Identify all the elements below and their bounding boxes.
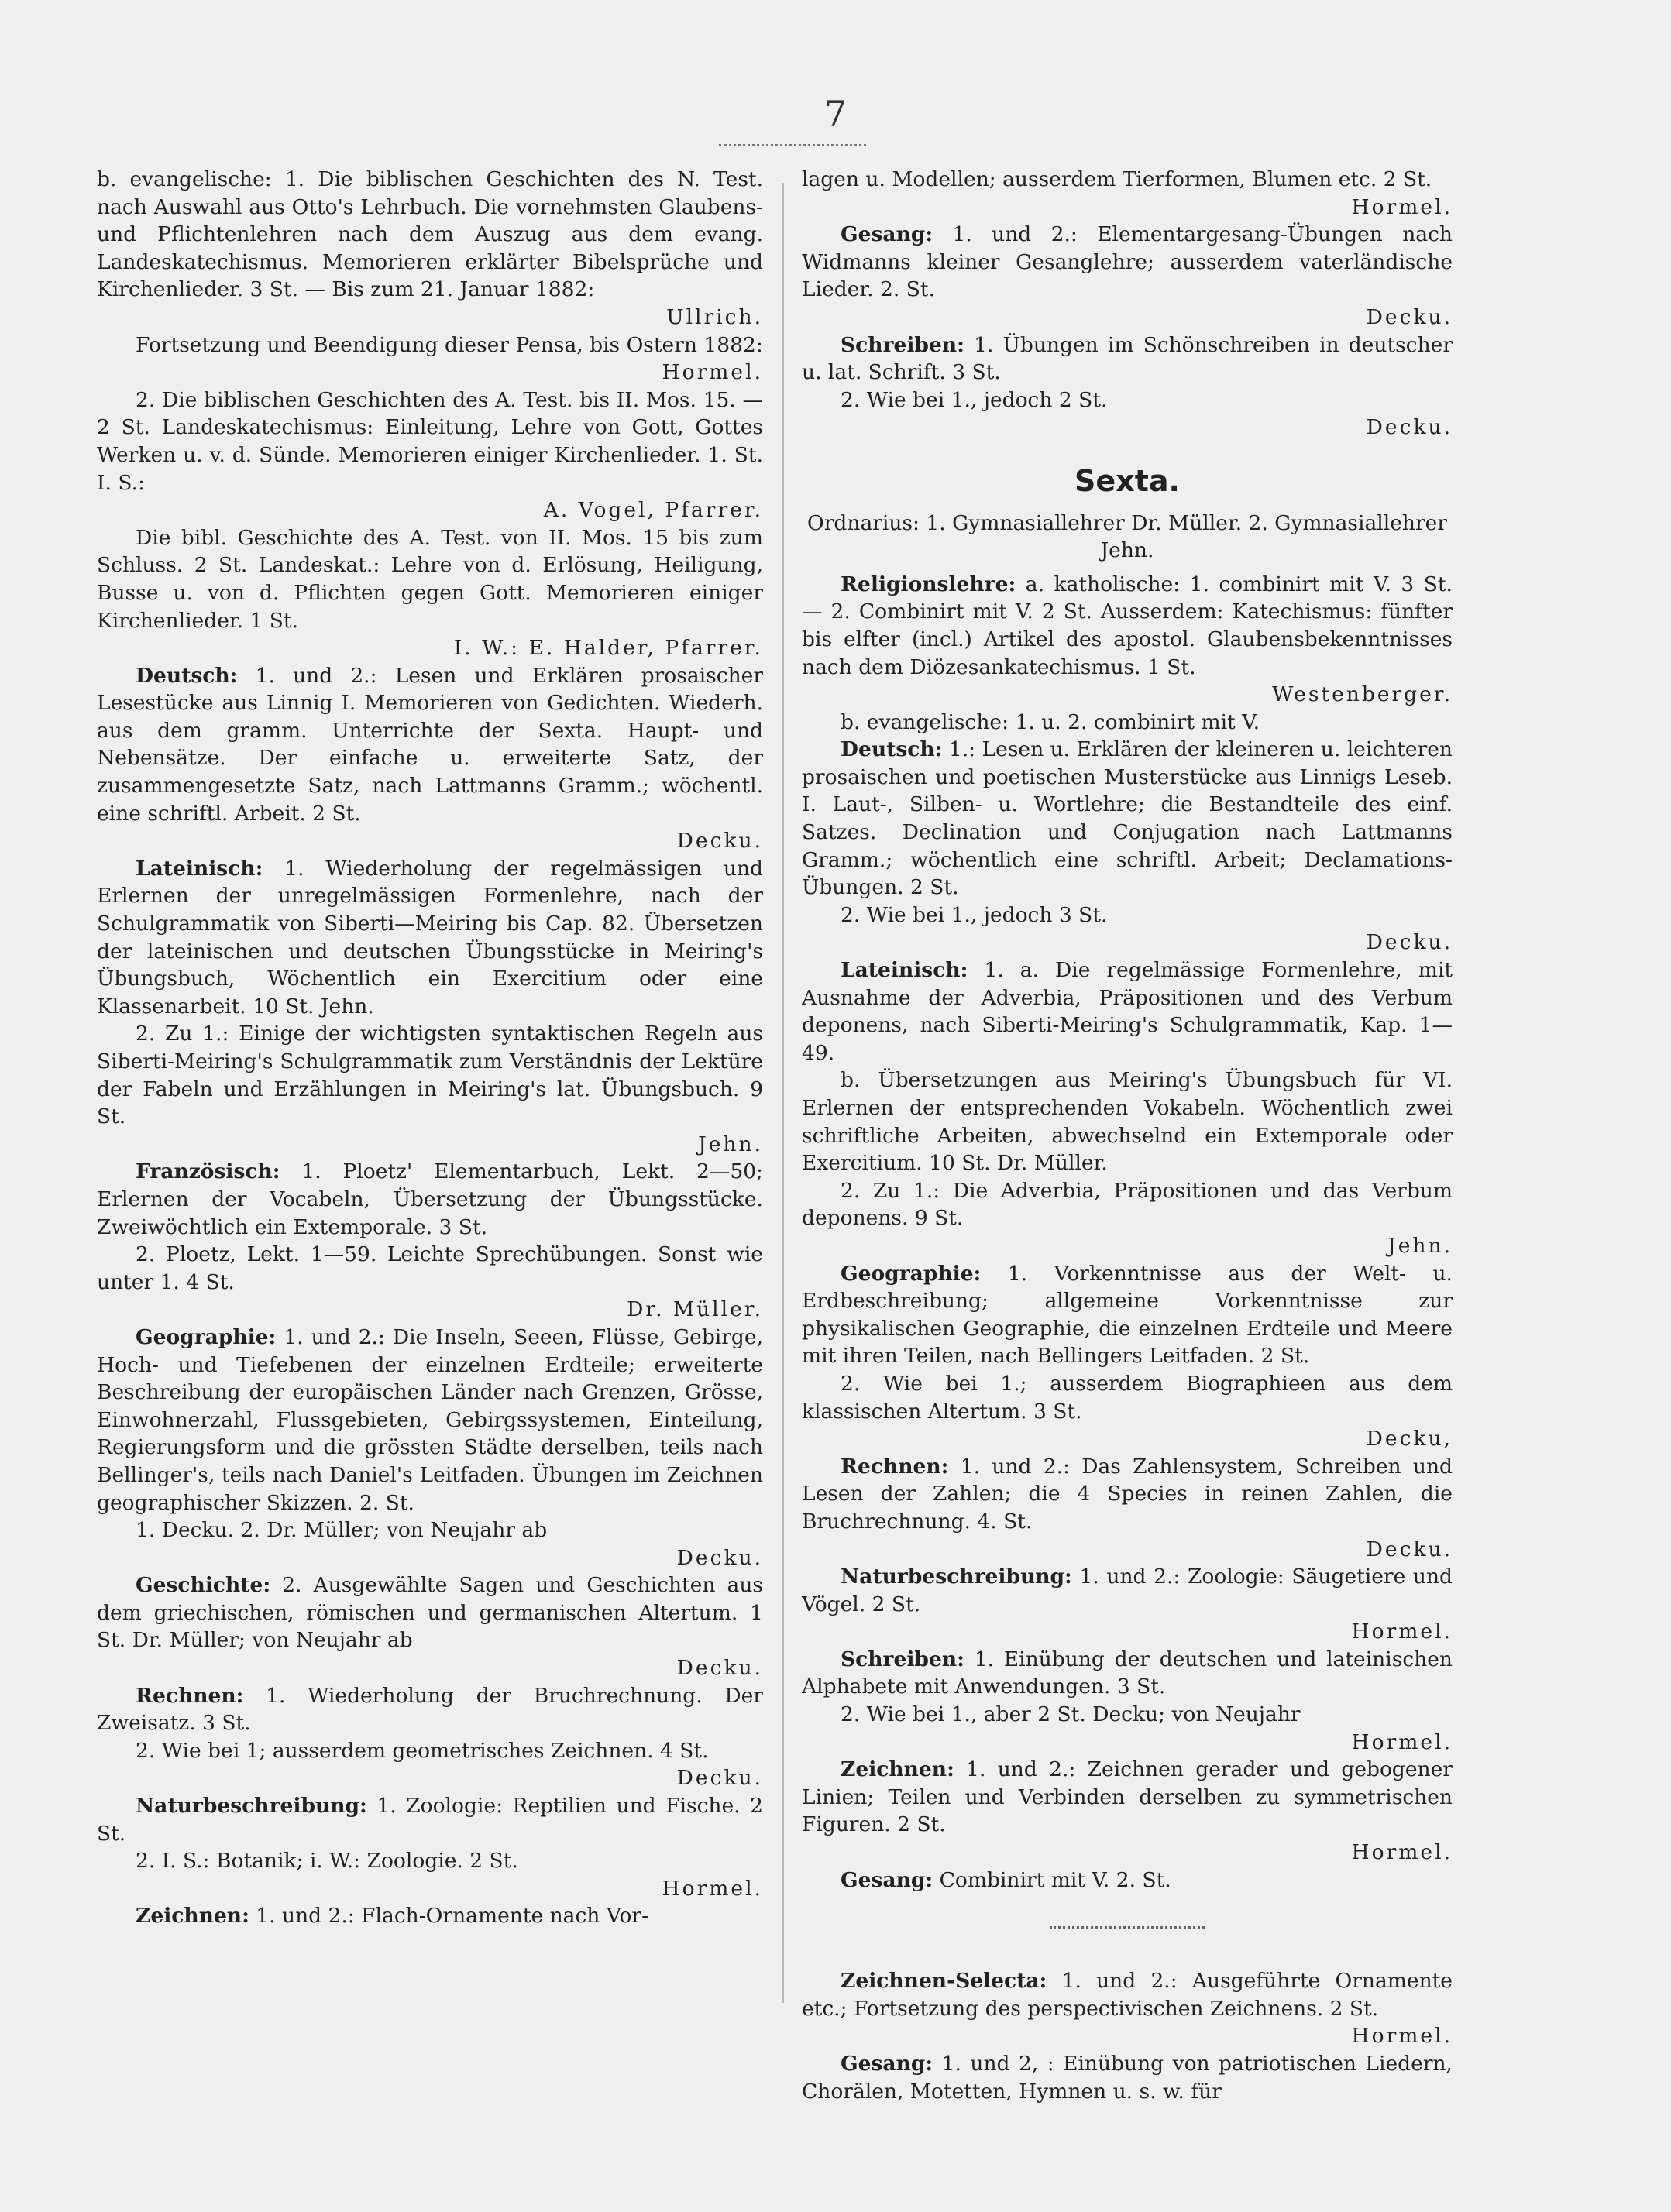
subject-heading: Schreiben: xyxy=(841,1647,964,1671)
signature: Decku. xyxy=(676,829,763,854)
right-column xyxy=(802,166,1453,2105)
subject-heading: Lateinisch: xyxy=(136,856,263,881)
text: 2. Ploetz, Lekt. 1—59. Leichte Sprechübungen. Sonst wie unter 1. 4 St. xyxy=(97,1242,763,1294)
paragraph xyxy=(802,1177,1453,1260)
paragraph xyxy=(97,1847,763,1902)
paragraph xyxy=(802,1701,1453,1756)
paragraph xyxy=(97,1241,763,1324)
signature: Dr. Müller. xyxy=(627,1297,763,1322)
text: 2. Wie bei 1., aber 2 St. Decku; von Neujahr xyxy=(841,1702,1301,1727)
signature: Decku. xyxy=(1366,415,1453,440)
text: Combinirt mit V. 2. St. xyxy=(939,1867,1171,1892)
text: 2. Wie bei 1., jedoch 3 St. xyxy=(841,902,1108,927)
text: 1. und 2.: Lesen und Erklären prosaischer Lesestücke aus Linnig I. Memorieren von Gedichten. Wiederh. aus dem gramm. Unterrichte der Sexta. Haupt- und Nebensätze. Der einfache u. erweiterte Satz, der zusammengesetzte Satz, nach Lattmanns Gramm.; wöchentl. eine schriftl. Arbeit. 2 St. xyxy=(97,663,763,826)
text: a. katholische: 1. combinirt mit V. 3 St. — 2. Combinirt mit V. 2 St. Ausserdem: Katechismus: fünfter bis elfter (incl.) Artikel des apostol. Glaubensbekenntnisses nach dem Diözesankatechismus. 1 St. xyxy=(802,572,1453,679)
subject-heading: Lateinisch: xyxy=(841,958,968,983)
subject-heading: Zeichnen: xyxy=(841,1757,954,1782)
signature: Decku. xyxy=(1366,1537,1453,1561)
signature: Ullrich. xyxy=(666,304,763,329)
text: 1. Zoologie: Reptilien und Fische. 2 St. xyxy=(97,1794,763,1846)
text: 1. Vorkenntnisse aus der Welt- u. Erdbeschreibung; allgemeine Vorkenntnisse zur physikalischen Geographie, die einzelnen Erdteile und Meere mit ihren Teilen, nach Bellingers Leitfaden. 2 St. xyxy=(802,1261,1453,1369)
paragraph xyxy=(802,386,1453,441)
text: 2. Ausgewählte Sagen und Geschichten aus dem griechischen, römischen und germanischen Altertum. 1 St. Dr. Müller; von Neujahr ab xyxy=(97,1573,763,1653)
signature: Hormel. xyxy=(1351,1840,1453,1865)
paragraph xyxy=(802,331,1453,386)
text: 1. und 2, : Einübung von patriotischen Liedern, Chorälen, Motetten, Hymnen u. s. w. für xyxy=(802,2052,1453,2104)
subject-heading: Deutsch: xyxy=(841,737,943,762)
subject-heading: Naturbeschreibung: xyxy=(841,1565,1072,1589)
subject-heading: Französisch: xyxy=(136,1159,280,1184)
page-number: 7 xyxy=(823,93,848,135)
subject-heading: Rechnen: xyxy=(841,1454,949,1479)
text: 1. Einübung der deutschen und lateinischen Alphabete mit Anwendungen. 3 St. xyxy=(802,1647,1453,1699)
subject-heading: Gesang: xyxy=(841,222,933,247)
text: 1. und 2.: Zoologie: Säugetiere und Vögel. 2 St. xyxy=(802,1565,1453,1616)
paragraph xyxy=(97,1020,763,1158)
signature: Decku. xyxy=(676,1545,763,1570)
paragraph xyxy=(802,1867,1453,1894)
subject-heading: Schreiben: xyxy=(841,332,964,357)
paragraph xyxy=(802,1453,1453,1563)
signature: Decku. xyxy=(1366,304,1453,329)
paragraph xyxy=(802,1066,1453,1176)
signature: Hormel. xyxy=(1351,194,1453,219)
text: 2. Wie bei 1.; ausserdem Biographieen aus dem klassischen Altertum. 3 St. xyxy=(802,1371,1453,1424)
text: 1. a. Die regelmässige Formenlehre, mit Ausnahme der Adverbia, Präpositionen und des Verbum deponens, nach Siberti-Meiring's Schulgrammatik, Kap. 1—49. xyxy=(802,958,1453,1065)
text: b. Übersetzungen aus Meiring's Übungsbuch für VI. Erlernen der entsprechenden Vokabeln. Wöchentlich zwei schriftliche Arbeiten, abwechselnd ein Extemporale oder Exercitium. 10 St. Dr. Müller. xyxy=(802,1068,1453,1176)
text: 2. Die biblischen Geschichten des A. Test. bis II. Mos. 15. — 2 St. Landeskatechismus: Einleitung, Lehre von Gott, Gottes Werken u. v. d. Sünde. Memorieren einiger Kirchenlieder. 1. St. I. S.: xyxy=(97,387,763,495)
text: Fortsetzung und Beendigung dieser Pensa, bis Ostern 1882: xyxy=(136,332,763,357)
ordinarius-line: Ordnarius: 1. Gymnasiallehrer Dr. Müller. 2. Gymnasiallehrer Jehn. xyxy=(807,510,1447,563)
paragraph xyxy=(802,1646,1453,1701)
paragraph xyxy=(802,1370,1453,1453)
paragraph xyxy=(802,957,1453,1066)
text: 1. Ploetz' Elementarbuch, Lekt. 2—50; Erlernen der Vocabeln, Übersetzung der Übungsstücke. Zweiwöchtlich ein Extemporale. 3 St. xyxy=(97,1159,763,1239)
left-column xyxy=(97,166,763,1930)
subject-heading: Deutsch: xyxy=(136,663,238,688)
text: lagen u. Modellen; ausserdem Tierformen, Blumen etc. 2 St. xyxy=(802,167,1432,191)
text: 1. Wiederholung der Bruchrechnung. Der Zweisatz. 3 St. xyxy=(97,1683,763,1736)
text: 1. Übungen im Schönschreiben in deutscher u. lat. Schrift. 3 St. xyxy=(802,332,1453,385)
paragraph xyxy=(97,386,763,524)
signature: Hormel. xyxy=(1351,2024,1453,2049)
subject-heading: Gesang: xyxy=(841,1867,933,1892)
signature: A. Vogel, Pfarrer. xyxy=(543,498,763,523)
text: 1. und 2.: Flach-Ornamente nach Vor- xyxy=(256,1904,649,1929)
subject-heading: Rechnen: xyxy=(136,1683,244,1708)
signature: Decku, xyxy=(1366,1427,1453,1451)
text: 1. und 2.: Zeichnen gerader und gebogener Linien; Teilen und Verbinden derselben zu symmetrischen Figuren. 2 St. xyxy=(802,1757,1453,1837)
text: 1. und 2.: Ausgeführte Ornamente etc.; Fortsetzung des perspectivischen Zeichnens. 2 St. xyxy=(802,1969,1453,2021)
paragraph xyxy=(97,524,763,662)
text: 1. und 2.: Die Inseln, Seeen, Flüsse, Gebirge, Hoch- und Tiefebenen der einzelnen Erdteile; erweiterte Beschreibung der europäischen Länder nach Grenzen, Grösse, Einwohnerzahl, Flussgebieten, Gebirgssystemen, Einteilung, Regierungsform und die grössten Städte derselben, teils nach Bellinger's, teils nach Daniel's Leitfaden. Übungen im Zeichnen geographischer Skizzen. 2. St. xyxy=(97,1324,763,1515)
signature: Decku. xyxy=(676,1766,763,1791)
paragraph xyxy=(802,1756,1453,1866)
signature: Hormel. xyxy=(662,1876,763,1901)
text: 2. Wie bei 1; ausserdem geometrisches Zeichnen. 4 St. xyxy=(136,1738,709,1763)
paragraph xyxy=(97,855,763,1021)
text: 1. Decku. 2. Dr. Müller; von Neujahr ab xyxy=(136,1518,548,1543)
subject-heading: Gesang: xyxy=(841,2052,933,2076)
paragraph xyxy=(97,1902,763,1930)
text: 2. Zu 1.: Die Adverbia, Präpositionen und das Verbum deponens. 9 St. xyxy=(802,1178,1453,1231)
paragraph xyxy=(97,166,763,331)
text: 1. und 2.: Das Zahlensystem, Schreiben und Lesen der Zahlen; die 4 Species in reinen Zahlen, die Bruchrechnung. 4. St. xyxy=(802,1454,1453,1534)
paragraph xyxy=(97,331,763,386)
paragraph xyxy=(97,1571,763,1681)
signature: Jehn. xyxy=(1387,1233,1453,1258)
subject-heading: Geschichte: xyxy=(136,1573,271,1598)
paragraph xyxy=(97,1682,763,1737)
top-ornament xyxy=(719,136,866,146)
signature: Westenberger. xyxy=(1272,682,1453,707)
signature: Hormel. xyxy=(1351,1620,1453,1644)
paragraph xyxy=(802,1563,1453,1646)
section-ornament xyxy=(1050,1920,1205,1929)
paragraph xyxy=(97,1792,763,1847)
paragraph xyxy=(802,1260,1453,1370)
paragraph xyxy=(802,902,1453,957)
subject-heading: Naturbeschreibung: xyxy=(136,1794,367,1819)
paragraph xyxy=(802,736,1453,902)
paragraph xyxy=(802,1967,1453,2050)
paragraph xyxy=(802,221,1453,331)
text: 1. und 2.: Elementargesang-Übungen nach Widmanns kleiner Gesanglehre; ausserdem vaterländische Lieder. 2. St. xyxy=(802,222,1453,302)
section-title-sexta: Sexta. xyxy=(1074,463,1180,498)
text: 2. Zu 1.: Einige der wichtigsten syntaktischen Regeln aus Siberti-Meiring's Schulgrammatik zum Verständnis der Lektüre der Fabeln und Erzählungen in Meiring's lat. Übungsbuch. 9 St. xyxy=(97,1022,763,1129)
signature: Decku. xyxy=(1366,930,1453,955)
text: 2. I. S.: Botanik; i. W.: Zoologie. 2 St. xyxy=(136,1849,518,1874)
subject-heading: Zeichnen-Selecta: xyxy=(841,1969,1047,1994)
subject-heading: Zeichnen: xyxy=(136,1904,249,1929)
paragraph xyxy=(97,1516,763,1571)
subject-heading: Geographie: xyxy=(841,1261,982,1286)
paragraph xyxy=(802,709,1453,737)
paragraph xyxy=(802,166,1453,221)
signature: Hormel. xyxy=(1351,1729,1453,1754)
text: b. evangelische: 1. u. 2. combinirt mit V. xyxy=(841,709,1260,734)
paragraph xyxy=(802,571,1453,709)
text: 1. Wiederholung der regelmässigen und Erlernen der unregelmässigen Formenlehre, nach der Schulgrammatik von Siberti—Meiring bis Cap. 82. Übersetzen der lateinischen und deutschen Übungsstücke in Meiring's Übungsbuch, Wöchentlich ein Exercitium oder eine Klassenarbeit. 10 St. Jehn. xyxy=(97,856,763,1018)
text: 1.: Lesen u. Erklären der kleineren u. leichteren prosaischen und poetischen Musterstücke aus Linnigs Leseb. I. Laut-, Silben- u. Wortlehre; die Bestandteile des einf. Satzes. Declination und Conjugation nach Lattmanns Gramm.; wöchentlich eine schriftl. Arbeit; Declamations-Übungen. 2 St. xyxy=(802,737,1453,900)
text: Die bibl. Geschichte des A. Test. von II. Mos. 15 bis zum Schluss. 2 St. Landeskat.: Lehre von d. Erlösung, Heiligung, Busse u. von d. Pflichten gegen Gott. Memorieren einiger Kirchenlieder. 1 St. xyxy=(97,525,763,633)
subject-heading: Geographie: xyxy=(136,1324,277,1349)
paragraph xyxy=(802,2050,1453,2105)
paragraph xyxy=(97,1158,763,1241)
text: 2. Wie bei 1., jedoch 2 St. xyxy=(841,387,1108,412)
subject-heading: Religionslehre: xyxy=(841,572,1016,596)
signature: Decku. xyxy=(676,1656,763,1681)
spacer xyxy=(802,565,1453,571)
signature: Hormel. xyxy=(662,360,763,385)
column-divider xyxy=(782,183,784,2003)
text: b. evangelische: 1. Die biblischen Geschichten des N. Test. nach Auswahl aus Otto's Lehrbuch. Die vornehmsten Glaubens- und Pflichtenlehren nach dem Auszug aus dem evang. Landeskatechismus. Memorieren erklärter Bibelsprüche und Kirchenlieder. 3 St. — Bis zum 21. Januar 1882: xyxy=(97,167,763,302)
paragraph xyxy=(97,1324,763,1516)
paragraph xyxy=(97,1737,763,1792)
paragraph xyxy=(97,662,763,855)
signature: Jehn. xyxy=(698,1132,763,1156)
signature: I. W.: E. Halder, Pfarrer. xyxy=(453,636,763,661)
